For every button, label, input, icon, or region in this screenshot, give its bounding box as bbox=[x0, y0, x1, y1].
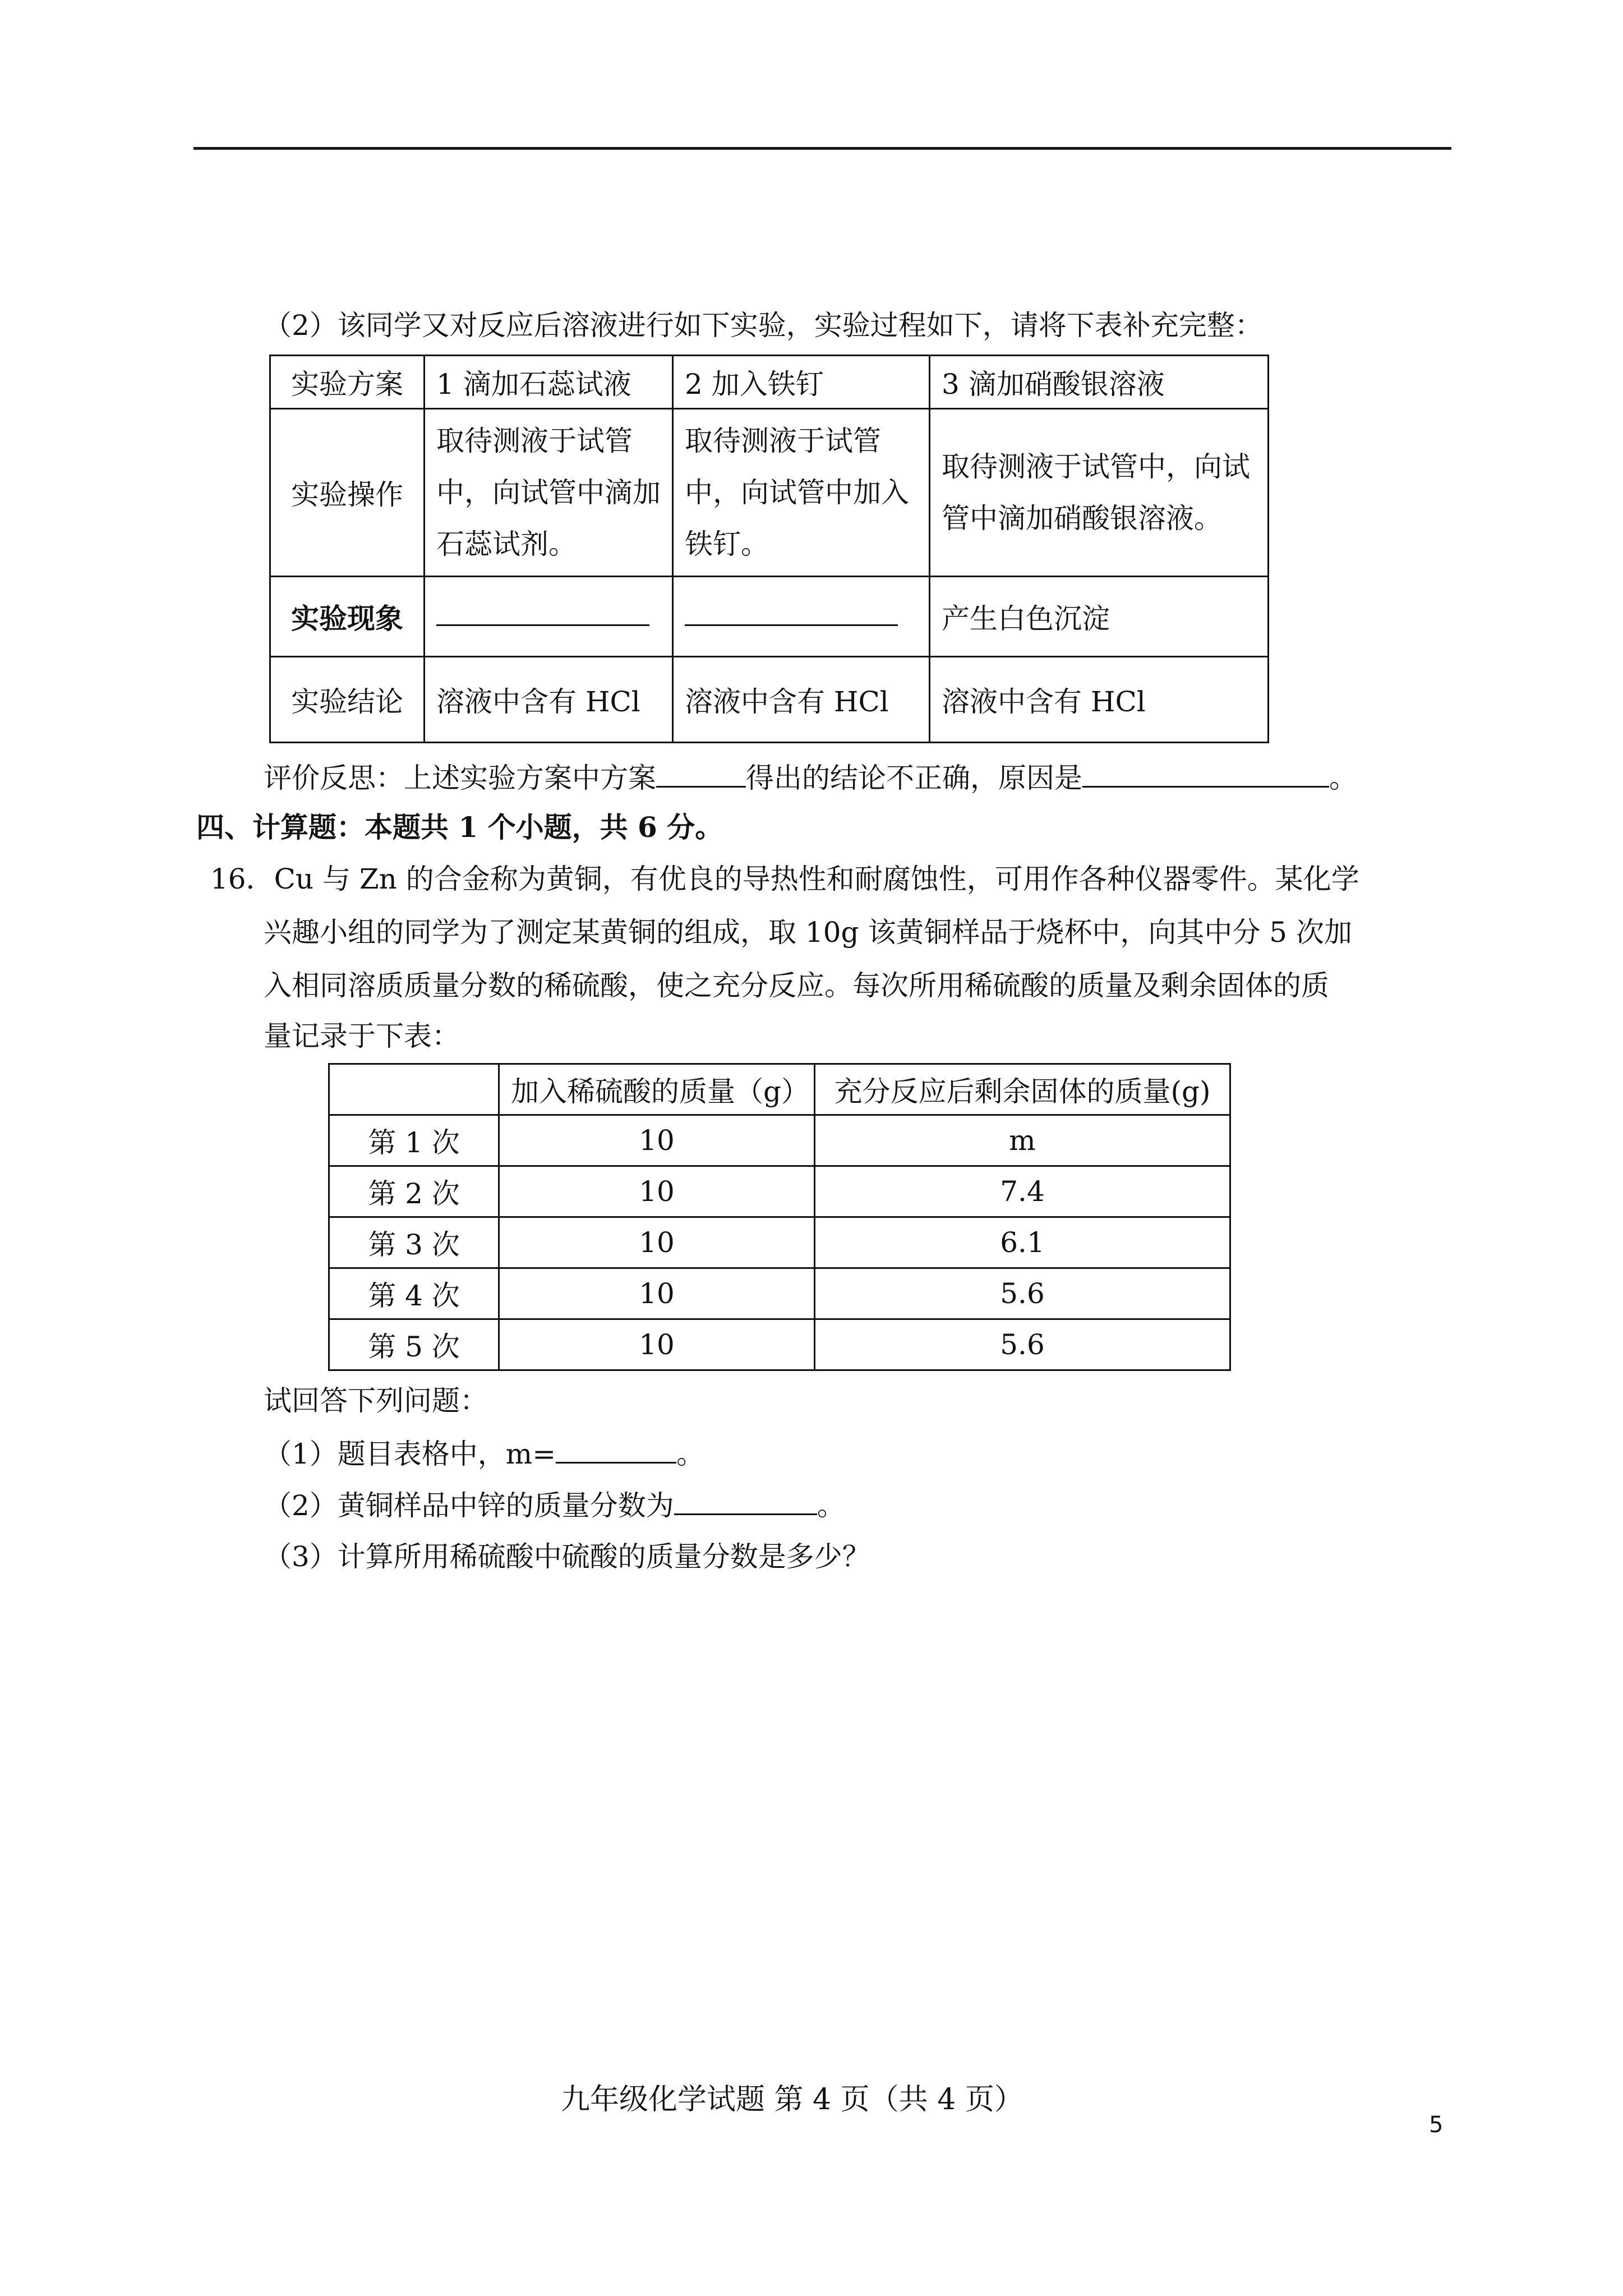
table-row bbox=[329, 1319, 1230, 1370]
residue-mass-value: 6.1 bbox=[815, 1217, 1230, 1268]
table-header-row bbox=[329, 1064, 1230, 1115]
section-4-heading: 四、计算题：本题共 1 个小题，共 6 分。 bbox=[196, 811, 723, 844]
table-row bbox=[270, 657, 1269, 743]
reflection-end: 。 bbox=[1329, 762, 1357, 794]
residue-mass-value: 5.6 bbox=[815, 1268, 1230, 1319]
q16-stem-line-4: 量记录于下表： bbox=[264, 1020, 460, 1052]
conclusion-3: 溶液中含有 HCl bbox=[930, 657, 1269, 743]
table-row bbox=[270, 409, 1269, 577]
row-label-conclusion: 实验结论 bbox=[270, 657, 425, 743]
residue-mass-value: m bbox=[815, 1115, 1230, 1166]
reflection-part-a: 评价反思：上述实验方案中方案 bbox=[264, 762, 656, 794]
answer-blank bbox=[556, 1439, 676, 1464]
q16-sub2 bbox=[264, 1488, 845, 1524]
phenomenon-3: 产生白色沉淀 bbox=[930, 577, 1269, 657]
sub1-text: （1）题目表格中，m= bbox=[264, 1438, 556, 1470]
q16-stem-line-1: 16．Cu 与 Zn 的合金称为黄铜，有优良的导热性和耐腐蚀性，可用作各种仪器零件。某化学 bbox=[210, 863, 1359, 895]
residue-mass-value: 5.6 bbox=[815, 1319, 1230, 1370]
q16-stem-line-3: 入相同溶质质量分数的稀硫酸，使之充分反应。每次所用稀硫酸的质量及剩余固体的质 bbox=[264, 969, 1329, 1002]
header-residue-mass: 充分反应后剩余固体的质量(g) bbox=[815, 1064, 1230, 1115]
page-number: 5 bbox=[1429, 2112, 1444, 2138]
plan-2: 2 加入铁钉 bbox=[673, 356, 930, 409]
trial-label: 第 1 次 bbox=[329, 1115, 499, 1166]
header-acid-mass: 加入稀硫酸的质量（g） bbox=[499, 1064, 815, 1115]
page-footer: 九年级化学试题 第 4 页（共 4 页） bbox=[561, 2083, 1023, 2116]
trial-label: 第 5 次 bbox=[329, 1319, 499, 1370]
trial-label: 第 4 次 bbox=[329, 1268, 499, 1319]
answer-blank bbox=[436, 608, 649, 626]
answer-blank bbox=[685, 608, 898, 626]
table-row bbox=[329, 1166, 1230, 1217]
answer-blank bbox=[674, 1491, 817, 1515]
acid-mass-value: 10 bbox=[499, 1217, 815, 1268]
acid-mass-value: 10 bbox=[499, 1268, 815, 1319]
operation-3: 取待测液于试管中，向试管中滴加硝酸银溶液。 bbox=[930, 409, 1269, 577]
table-row bbox=[270, 577, 1269, 657]
plan-3: 3 滴加硝酸银溶液 bbox=[930, 356, 1269, 409]
q16-sub1 bbox=[264, 1436, 704, 1472]
row-label-phenomenon: 实验现象 bbox=[270, 577, 425, 657]
conclusion-2: 溶液中含有 HCl bbox=[673, 657, 930, 743]
header-rule bbox=[193, 147, 1451, 150]
phenomenon-2-blank bbox=[673, 577, 930, 657]
acid-mass-value: 10 bbox=[499, 1115, 815, 1166]
q16-sub3: （3）计算所用稀硫酸中硫酸的质量分数是多少？ bbox=[264, 1540, 870, 1573]
table-row bbox=[329, 1268, 1230, 1319]
table-row bbox=[329, 1217, 1230, 1268]
table-row bbox=[329, 1115, 1230, 1166]
answer-blank bbox=[1082, 763, 1329, 788]
trial-label: 第 3 次 bbox=[329, 1217, 499, 1268]
reflection-part-b: 得出的结论不正确，原因是 bbox=[746, 762, 1082, 794]
row-label-operation: 实验操作 bbox=[270, 409, 425, 577]
operation-2: 取待测液于试管中，向试管中加入铁钉。 bbox=[673, 409, 930, 577]
sub2-end: 。 bbox=[817, 1489, 845, 1522]
residue-mass-value: 7.4 bbox=[815, 1166, 1230, 1217]
operation-1: 取待测液于试管中，向试管中滴加石蕊试剂。 bbox=[425, 409, 673, 577]
q15-experiment-table bbox=[269, 355, 1269, 743]
trial-label: 第 2 次 bbox=[329, 1166, 499, 1217]
acid-mass-value: 10 bbox=[499, 1319, 815, 1370]
phenomenon-1-blank bbox=[425, 577, 673, 657]
sub1-end: 。 bbox=[676, 1438, 705, 1470]
row-label-plan: 实验方案 bbox=[270, 356, 425, 409]
q15-part2-intro: （2）该同学又对反应后溶液进行如下实验，实验过程如下，请将下表补充完整： bbox=[264, 309, 1263, 342]
q15-reflection bbox=[264, 760, 1357, 796]
answer-blank bbox=[656, 763, 746, 788]
conclusion-1: 溶液中含有 HCl bbox=[425, 657, 673, 743]
q16-data-table bbox=[328, 1063, 1231, 1371]
acid-mass-value: 10 bbox=[499, 1166, 815, 1217]
q16-stem-line-2: 兴趣小组的同学为了测定某黄铜的组成，取 10g 该黄铜样品于烧杯中，向其中分 5 次加 bbox=[264, 916, 1353, 949]
header-blank bbox=[329, 1064, 499, 1115]
sub2-text: （2）黄铜样品中锌的质量分数为 bbox=[264, 1489, 674, 1522]
q16-prompt: 试回答下列问题： bbox=[264, 1384, 488, 1417]
plan-1: 1 滴加石蕊试液 bbox=[425, 356, 673, 409]
table-row bbox=[270, 356, 1269, 409]
